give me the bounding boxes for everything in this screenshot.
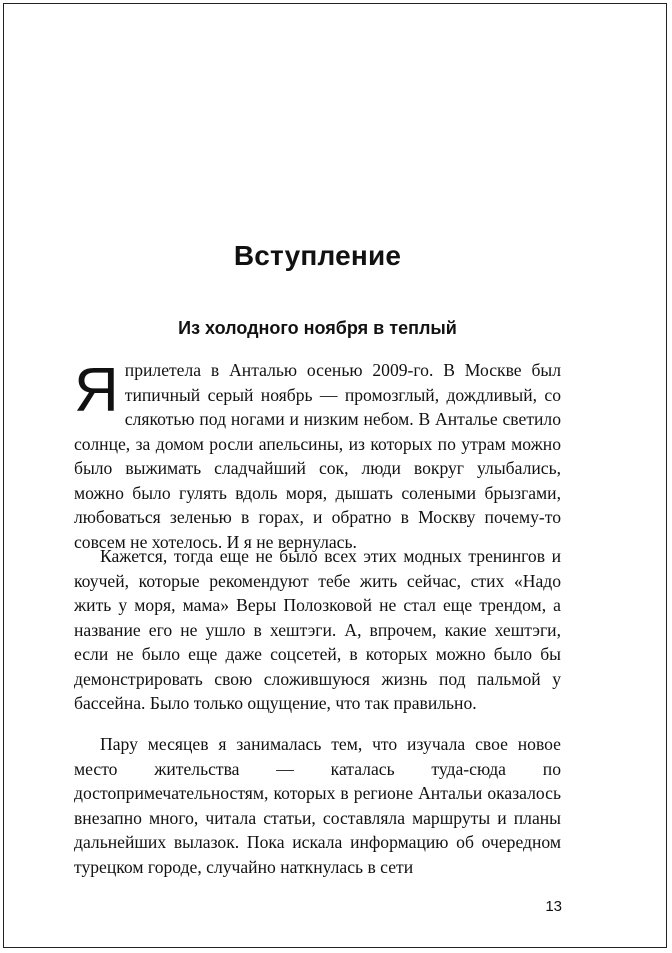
paragraph-3: Пару месяцев я занималась тем, что изучала свое новое место жительства — каталась туда-сюда по достопримечательностям, которых в регионе Антальи оказалось внезапно много, читала статьи, составляла маршруты и планы дальнейших вылазок. Пока искала информацию об очередном турецком городе, случайно наткнулась в сети [74, 734, 561, 877]
paragraph-1-text: прилетела в Анталью осенью 2009-го. В Москве был типичный серый ноябрь — промозглый, дождливый, со слякотью под ногами и низким небом. В Анталье светило солнце, за домом росли апельсины, из которых по утрам можно было выжимать сладчайший сок, люди вокруг улыбались, можно было гулять вдоль моря, дышать солеными брызгами, любоваться зеленью в горах, и обратно в Москву почему-то совсем не хотелось. И я не вернулась. [74, 360, 561, 552]
paragraph-2: Кажется, тогда еще не было всех этих модных тренингов и коучей, которые рекомендуют тебе жить сейчас, стих «Надо жить у моря, мама» Веры Полозковой не стал еще трендом, а название его не ушло в хештэги. А, впрочем, какие хештэги, если не было еще даже соцсетей, в которых можно было бы демонстрировать свою сложившуюся жизнь под пальмой у бассейна. Было только ощущение, что так правильно. [74, 546, 561, 713]
page-number: 13 [545, 898, 562, 915]
paragraph-1 [74, 358, 561, 554]
chapter-title: Вступление [233, 240, 402, 271]
section-title: Из холодного ноября в теплый [178, 318, 457, 338]
drop-cap: Я [74, 356, 119, 425]
